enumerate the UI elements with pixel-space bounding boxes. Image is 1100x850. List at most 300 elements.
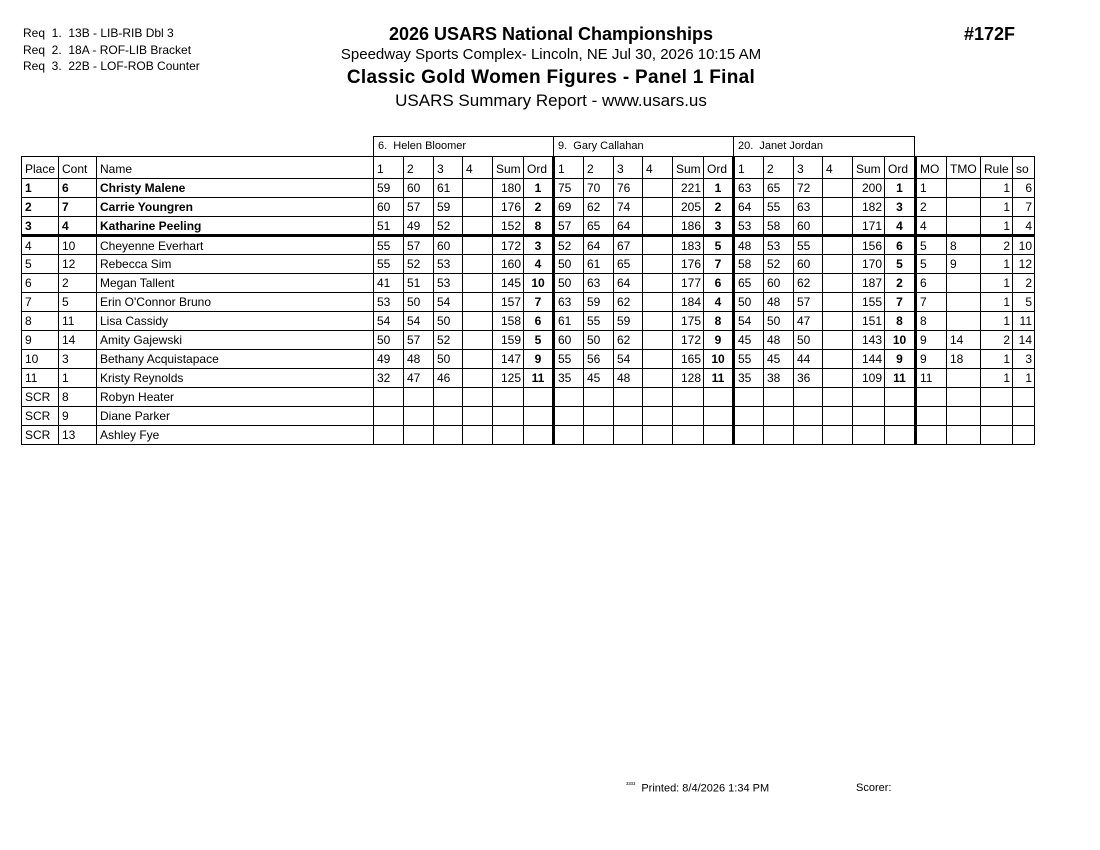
place-cell: 6	[22, 274, 59, 293]
judge-1-fig3-score: 54	[434, 293, 463, 312]
table-row	[22, 274, 1035, 293]
judge-3-fig3-score: 47	[794, 312, 823, 331]
judge-2-fig2-score: 45	[584, 369, 614, 388]
judge-3-sum-cell	[853, 388, 885, 407]
table-row	[22, 426, 1035, 445]
judge-2-fig4-score	[643, 312, 673, 331]
judge-3-fig4-score	[823, 369, 853, 388]
judge-1-fig4-score	[463, 369, 493, 388]
place-cell: 1	[22, 179, 59, 198]
judge-1-fig2-score	[404, 407, 434, 426]
so-cell: 4	[1013, 217, 1035, 236]
table-row	[22, 236, 1035, 255]
judge-2-fig2-score	[584, 426, 614, 445]
judge-3-fig4-score	[823, 217, 853, 236]
judge-3-fig1-score: 50	[734, 293, 764, 312]
judge-1-fig4-score	[463, 274, 493, 293]
place-cell: 8	[22, 312, 59, 331]
judge-2-fig1-score: 60	[554, 331, 584, 350]
judge-3-sum-cell: 171	[853, 217, 885, 236]
judge-1-sum-cell: 125	[493, 369, 524, 388]
judge-2-sum-cell: 184	[673, 293, 704, 312]
col-j1-fig4: 4	[463, 157, 493, 179]
so-cell	[1013, 388, 1035, 407]
mo-cell: 9	[916, 331, 947, 350]
judge-3-fig2-score: 38	[764, 369, 794, 388]
rule-cell: 2	[981, 331, 1013, 350]
scorer-label: Scorer:	[856, 782, 892, 794]
mo-cell: 11	[916, 369, 947, 388]
judge-1-ordinal-cell: 4	[524, 255, 554, 274]
judge-2-fig3-score	[614, 407, 643, 426]
skater-name-cell: Carrie Youngren	[97, 198, 374, 217]
table-row	[22, 198, 1035, 217]
judge-2-sum-cell	[673, 426, 704, 445]
cont-cell: 3	[59, 350, 97, 369]
judge-1-fig1-score: 54	[374, 312, 404, 331]
so-cell	[1013, 407, 1035, 426]
judge-2-fig3-score	[614, 426, 643, 445]
judge-3-fig1-score: 48	[734, 236, 764, 255]
tmo-cell: 14	[947, 331, 981, 350]
judge-3-fig3-score: 63	[794, 198, 823, 217]
col-j1-fig2: 2	[404, 157, 434, 179]
judge-1-fig1-score: 51	[374, 217, 404, 236]
judge-1-fig4-score	[463, 293, 493, 312]
judge-2-fig2-score: 62	[584, 198, 614, 217]
col-j2-fig2: 2	[584, 157, 614, 179]
judge-1-sum-cell: 160	[493, 255, 524, 274]
requirement-2: Req 2. 18A - ROF-LIB Bracket	[23, 42, 192, 57]
judge-3-sum-cell: 182	[853, 198, 885, 217]
judge-1-fig3-score: 52	[434, 331, 463, 350]
judge-3-fig4-score	[823, 426, 853, 445]
judge-1-fig2-score: 60	[404, 179, 434, 198]
judge-2-ordinal-cell	[704, 388, 734, 407]
judge-2-fig2-score: 50	[584, 331, 614, 350]
judge-2-fig4-score	[643, 179, 673, 198]
requirement-1: Req 1. 13B - LIB-RIB Dbl 3	[23, 26, 174, 40]
judge-2-fig2-score: 63	[584, 274, 614, 293]
judge-3-fig3-score: 72	[794, 179, 823, 198]
judge-3-fig1-score: 54	[734, 312, 764, 331]
judge-2-fig2-score: 64	[584, 236, 614, 255]
judge-1-fig3-score: 46	[434, 369, 463, 388]
mo-cell: 9	[916, 350, 947, 369]
judge-1-fig3-score: 60	[434, 236, 463, 255]
judge-3-ordinal-cell: 4	[885, 217, 916, 236]
judge-1-sum-cell: 152	[493, 217, 524, 236]
judge-1-fig1-score: 59	[374, 179, 404, 198]
judge-3-ordinal-cell: 8	[885, 312, 916, 331]
judge-3-fig3-score: 60	[794, 255, 823, 274]
judge-3-fig1-score: 45	[734, 331, 764, 350]
tmo-cell	[947, 179, 981, 198]
judge-2-fig2-score	[584, 407, 614, 426]
event-number: #172F	[964, 24, 1016, 44]
judge-3-fig4-score	[823, 388, 853, 407]
judge-3-fig2-score: 53	[764, 236, 794, 255]
judge-2-fig4-score	[643, 426, 673, 445]
place-cell: 5	[22, 255, 59, 274]
judge-1-fig1-score	[374, 388, 404, 407]
tmo-cell	[947, 293, 981, 312]
judge-3-label: 20. Janet Jordan	[733, 136, 915, 156]
judge-2-sum-cell: 186	[673, 217, 704, 236]
so-cell: 1	[1013, 369, 1035, 388]
judge-1-fig2-score: 57	[404, 198, 434, 217]
place-cell: 11	[22, 369, 59, 388]
mo-cell: 2	[916, 198, 947, 217]
judge-2-ordinal-cell: 3	[704, 217, 734, 236]
judge-1-ordinal-cell	[524, 407, 554, 426]
results-table	[21, 156, 1035, 445]
col-j1-ord: Ord	[524, 157, 554, 179]
col-j1-sum: Sum	[493, 157, 524, 179]
judge-1-fig2-score	[404, 426, 434, 445]
judge-2-fig3-score	[614, 388, 643, 407]
rule-cell	[981, 388, 1013, 407]
judge-1-ordinal-cell: 5	[524, 331, 554, 350]
judge-1-fig2-score: 47	[404, 369, 434, 388]
judge-3-fig2-score	[764, 426, 794, 445]
judge-2-fig4-score	[643, 388, 673, 407]
printed-timestamp	[626, 782, 769, 795]
mo-cell: 1	[916, 179, 947, 198]
judge-1-fig4-score	[463, 312, 493, 331]
judge-1-fig2-score: 57	[404, 331, 434, 350]
table-row	[22, 179, 1035, 198]
rule-cell: 1	[981, 179, 1013, 198]
tmo-cell	[947, 312, 981, 331]
place-cell: 2	[22, 198, 59, 217]
cont-cell: 8	[59, 388, 97, 407]
tmo-cell: 8	[947, 236, 981, 255]
judge-1-fig4-score	[463, 179, 493, 198]
mo-cell: 6	[916, 274, 947, 293]
judge-3-ordinal-cell: 6	[885, 236, 916, 255]
judge-3-ordinal-cell: 1	[885, 179, 916, 198]
judge-2-ordinal-cell: 1	[704, 179, 734, 198]
judge-2-fig1-score: 50	[554, 274, 584, 293]
judge-3-sum-cell: 187	[853, 274, 885, 293]
table-row	[22, 331, 1035, 350]
judge-3-fig1-score: 55	[734, 350, 764, 369]
judge-2-fig4-score	[643, 217, 673, 236]
col-j3-fig1: 1	[734, 157, 764, 179]
judge-2-sum-cell	[673, 407, 704, 426]
judge-2-fig3-score: 65	[614, 255, 643, 274]
judge-2-sum-cell: 172	[673, 331, 704, 350]
judge-3-ordinal-cell	[885, 388, 916, 407]
judge-2-fig2-score: 61	[584, 255, 614, 274]
so-cell: 14	[1013, 331, 1035, 350]
judge-3-fig1-score	[734, 388, 764, 407]
judge-3-fig2-score: 45	[764, 350, 794, 369]
judge-1-fig4-score	[463, 198, 493, 217]
judge-2-fig1-score: 75	[554, 179, 584, 198]
judge-1-fig2-score: 57	[404, 236, 434, 255]
col-place: Place	[22, 157, 59, 179]
judge-2-fig1-score: 35	[554, 369, 584, 388]
judge-2-fig1-score: 50	[554, 255, 584, 274]
judge-3-fig4-score	[823, 236, 853, 255]
judge-1-fig3-score	[434, 426, 463, 445]
judge-3-sum-cell: 170	[853, 255, 885, 274]
place-cell: 9	[22, 331, 59, 350]
judge-3-sum-cell: 109	[853, 369, 885, 388]
judge-1-fig2-score: 49	[404, 217, 434, 236]
cont-cell: 9	[59, 407, 97, 426]
col-j1-fig3: 3	[434, 157, 463, 179]
judge-2-sum-cell: 128	[673, 369, 704, 388]
footer-code: ³³³³	[626, 782, 636, 789]
judge-2-fig4-score	[643, 293, 673, 312]
judge-2-sum-cell: 165	[673, 350, 704, 369]
so-cell: 10	[1013, 236, 1035, 255]
judge-1-ordinal-cell: 2	[524, 198, 554, 217]
judge-3-fig2-score	[764, 407, 794, 426]
judge-1-fig4-score	[463, 236, 493, 255]
cont-cell: 1	[59, 369, 97, 388]
judge-2-fig4-score	[643, 407, 673, 426]
judge-2-fig3-score: 64	[614, 274, 643, 293]
judge-1-fig3-score: 53	[434, 255, 463, 274]
judge-2-sum-cell: 221	[673, 179, 704, 198]
judge-3-ordinal-cell: 3	[885, 198, 916, 217]
judge-2-fig3-score: 62	[614, 331, 643, 350]
rule-cell	[981, 407, 1013, 426]
judge-1-fig1-score: 53	[374, 293, 404, 312]
cont-cell: 7	[59, 198, 97, 217]
rule-cell: 1	[981, 217, 1013, 236]
judge-3-fig2-score: 55	[764, 198, 794, 217]
so-cell: 12	[1013, 255, 1035, 274]
judge-2-fig1-score: 61	[554, 312, 584, 331]
judge-1-fig2-score: 51	[404, 274, 434, 293]
tmo-cell	[947, 407, 981, 426]
judge-3-fig3-score	[794, 426, 823, 445]
judge-2-ordinal-cell	[704, 407, 734, 426]
tmo-cell	[947, 426, 981, 445]
judge-1-sum-cell: 158	[493, 312, 524, 331]
judge-3-fig3-score: 62	[794, 274, 823, 293]
rule-cell: 1	[981, 255, 1013, 274]
col-j2-sum: Sum	[673, 157, 704, 179]
so-cell: 5	[1013, 293, 1035, 312]
judge-1-ordinal-cell: 10	[524, 274, 554, 293]
judge-2-fig3-score: 54	[614, 350, 643, 369]
judge-2-fig1-score: 55	[554, 350, 584, 369]
judge-3-fig2-score: 58	[764, 217, 794, 236]
tmo-cell	[947, 274, 981, 293]
skater-name-cell: Robyn Heater	[97, 388, 374, 407]
col-j3-fig3: 3	[794, 157, 823, 179]
judge-1-fig3-score: 61	[434, 179, 463, 198]
judge-2-fig2-score: 59	[584, 293, 614, 312]
judge-2-fig3-score: 76	[614, 179, 643, 198]
requirement-3: Req 3. 22B - LOF-ROB Counter	[23, 59, 200, 73]
judge-3-fig2-score: 65	[764, 179, 794, 198]
judge-3-fig4-score	[823, 293, 853, 312]
place-cell: 4	[22, 236, 59, 255]
judge-1-fig2-score: 54	[404, 312, 434, 331]
judge-1-ordinal-cell: 1	[524, 179, 554, 198]
judge-3-sum-cell: 155	[853, 293, 885, 312]
judge-3-fig1-score: 64	[734, 198, 764, 217]
judge-2-fig3-score: 48	[614, 369, 643, 388]
judge-2-fig1-score: 63	[554, 293, 584, 312]
judge-1-ordinal-cell	[524, 426, 554, 445]
judge-2-sum-cell: 176	[673, 255, 704, 274]
judge-3-fig3-score: 36	[794, 369, 823, 388]
judge-3-fig4-score	[823, 198, 853, 217]
judge-3-sum-cell	[853, 407, 885, 426]
judge-3-fig1-score	[734, 407, 764, 426]
skater-name-cell: Lisa Cassidy	[97, 312, 374, 331]
judge-2-ordinal-cell: 4	[704, 293, 734, 312]
cont-cell: 14	[59, 331, 97, 350]
judge-3-fig4-score	[823, 274, 853, 293]
skater-name-cell: Bethany Acquistapace	[97, 350, 374, 369]
judge-1-fig1-score: 50	[374, 331, 404, 350]
col-cont: Cont	[59, 157, 97, 179]
judge-3-fig2-score: 52	[764, 255, 794, 274]
judge-1-fig3-score: 50	[434, 312, 463, 331]
judge-1-sum-cell	[493, 388, 524, 407]
judge-3-fig3-score: 60	[794, 217, 823, 236]
judge-1-sum-cell: 180	[493, 179, 524, 198]
rule-cell: 1	[981, 312, 1013, 331]
judge-1-fig3-score: 59	[434, 198, 463, 217]
table-row	[22, 293, 1035, 312]
judge-3-ordinal-cell: 10	[885, 331, 916, 350]
judge-2-sum-cell: 175	[673, 312, 704, 331]
tmo-cell	[947, 388, 981, 407]
judge-3-fig1-score: 63	[734, 179, 764, 198]
judge-2-fig1-score: 57	[554, 217, 584, 236]
judge-2-ordinal-cell: 6	[704, 274, 734, 293]
rule-cell: 2	[981, 236, 1013, 255]
mo-cell	[916, 407, 947, 426]
judge-2-fig3-score: 64	[614, 217, 643, 236]
cont-cell: 2	[59, 274, 97, 293]
judge-1-fig2-score: 48	[404, 350, 434, 369]
judge-2-fig2-score: 65	[584, 217, 614, 236]
skater-name-cell: Rebecca Sim	[97, 255, 374, 274]
judge-1-fig2-score: 50	[404, 293, 434, 312]
so-cell: 2	[1013, 274, 1035, 293]
judge-3-fig3-score: 44	[794, 350, 823, 369]
judge-3-fig4-score	[823, 179, 853, 198]
table-row	[22, 255, 1035, 274]
judge-1-ordinal-cell: 11	[524, 369, 554, 388]
col-j3-ord: Ord	[885, 157, 916, 179]
judge-2-fig4-score	[643, 274, 673, 293]
judge-1-ordinal-cell: 8	[524, 217, 554, 236]
judge-2-sum-cell: 183	[673, 236, 704, 255]
skater-name-cell: Amity Gajewski	[97, 331, 374, 350]
judge-2-fig4-score	[643, 350, 673, 369]
judge-1-sum-cell: 159	[493, 331, 524, 350]
judge-2-fig2-score: 55	[584, 312, 614, 331]
mo-cell: 7	[916, 293, 947, 312]
table-row	[22, 369, 1035, 388]
judge-2-ordinal-cell	[704, 426, 734, 445]
judge-3-ordinal-cell: 9	[885, 350, 916, 369]
judge-3-fig4-score	[823, 255, 853, 274]
mo-cell	[916, 388, 947, 407]
judge-1-label: 6. Helen Bloomer	[373, 136, 554, 156]
column-header-row	[22, 157, 1035, 179]
judge-2-fig1-score: 52	[554, 236, 584, 255]
judge-3-fig2-score	[764, 388, 794, 407]
judge-1-fig3-score: 53	[434, 274, 463, 293]
rule-cell: 1	[981, 293, 1013, 312]
col-so: so	[1013, 157, 1035, 179]
judge-1-sum-cell	[493, 426, 524, 445]
so-cell: 6	[1013, 179, 1035, 198]
judge-3-ordinal-cell: 5	[885, 255, 916, 274]
judge-2-ordinal-cell: 2	[704, 198, 734, 217]
judge-1-ordinal-cell: 6	[524, 312, 554, 331]
judge-1-fig1-score: 49	[374, 350, 404, 369]
cont-cell: 5	[59, 293, 97, 312]
skater-name-cell: Erin O'Connor Bruno	[97, 293, 374, 312]
skater-name-cell: Megan Tallent	[97, 274, 374, 293]
col-tmo: TMO	[947, 157, 981, 179]
judge-2-fig1-score	[554, 388, 584, 407]
judge-1-fig4-score	[463, 426, 493, 445]
venue-datetime: Speedway Sports Complex- Lincoln, NE Jul 30, 2026 10:15 AM	[340, 46, 762, 63]
skater-name-cell: Kristy Reynolds	[97, 369, 374, 388]
judge-3-sum-cell: 143	[853, 331, 885, 350]
so-cell	[1013, 426, 1035, 445]
col-j3-sum: Sum	[853, 157, 885, 179]
judge-1-ordinal-cell: 9	[524, 350, 554, 369]
results-body	[22, 179, 1035, 445]
place-cell: SCR	[22, 407, 59, 426]
judge-3-fig2-score: 48	[764, 331, 794, 350]
judge-1-fig1-score	[374, 407, 404, 426]
judge-1-fig2-score: 52	[404, 255, 434, 274]
skater-name-cell: Katharine Peeling	[97, 217, 374, 236]
judge-1-sum-cell: 157	[493, 293, 524, 312]
event-title: Classic Gold Women Figures - Panel 1 Final	[346, 67, 756, 88]
judge-3-fig1-score: 65	[734, 274, 764, 293]
judge-3-ordinal-cell: 11	[885, 369, 916, 388]
judge-3-ordinal-cell: 7	[885, 293, 916, 312]
judge-2-fig3-score: 74	[614, 198, 643, 217]
judge-1-fig3-score: 50	[434, 350, 463, 369]
judge-2-fig1-score	[554, 407, 584, 426]
judge-3-fig3-score	[794, 407, 823, 426]
col-j2-fig1: 1	[554, 157, 584, 179]
col-j3-fig4: 4	[823, 157, 853, 179]
mo-cell: 8	[916, 312, 947, 331]
judge-3-sum-cell	[853, 426, 885, 445]
judge-2-fig4-score	[643, 236, 673, 255]
judge-1-sum-cell	[493, 407, 524, 426]
judge-1-fig1-score: 55	[374, 236, 404, 255]
judge-2-label: 9. Gary Callahan	[553, 136, 734, 156]
cont-cell: 10	[59, 236, 97, 255]
mo-cell: 5	[916, 255, 947, 274]
judge-3-fig2-score: 48	[764, 293, 794, 312]
judge-1-sum-cell: 176	[493, 198, 524, 217]
judge-1-sum-cell: 145	[493, 274, 524, 293]
rule-cell: 1	[981, 198, 1013, 217]
